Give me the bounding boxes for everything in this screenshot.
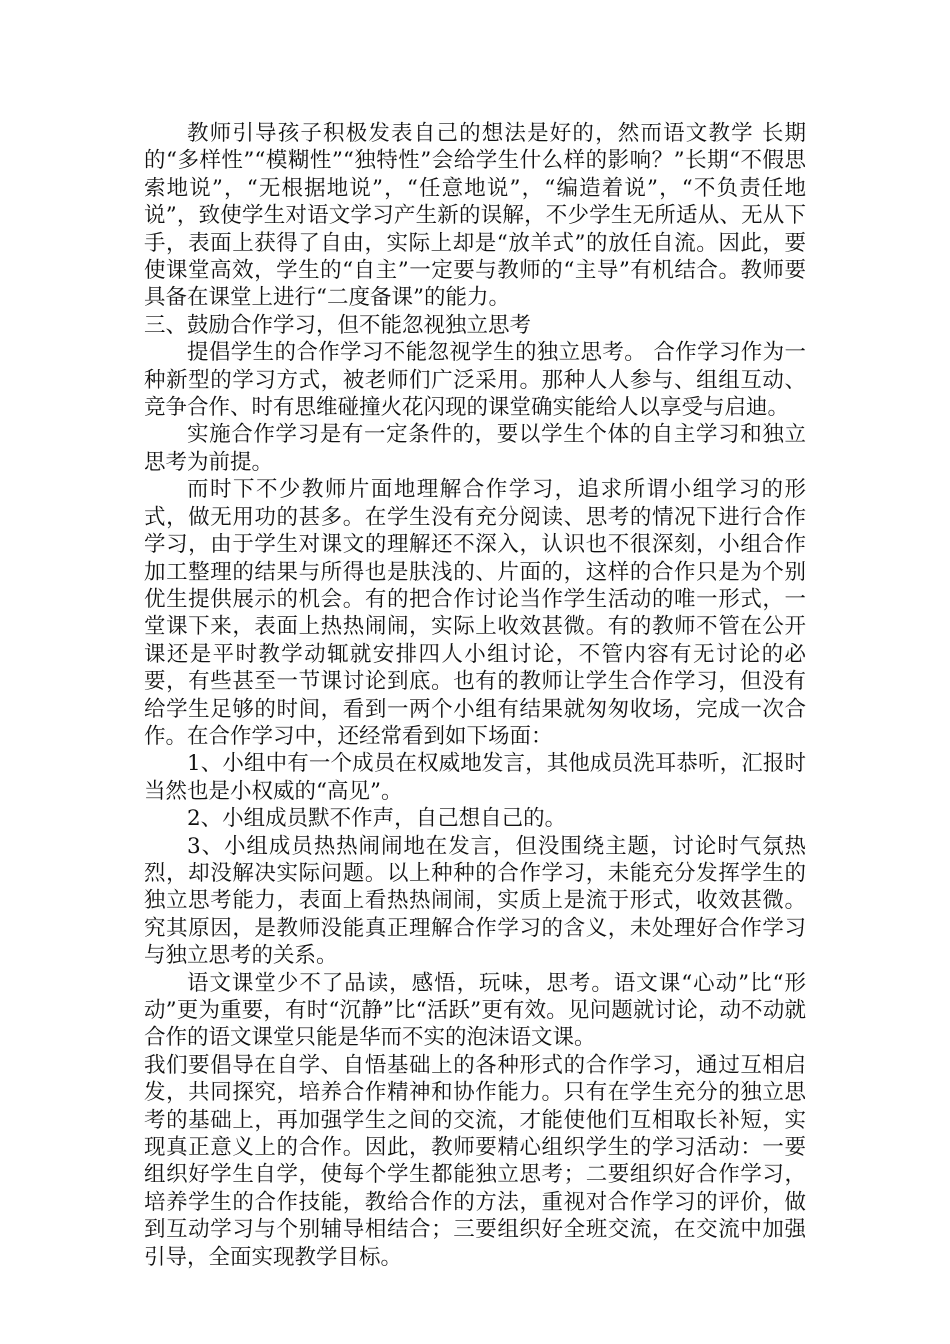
list-item-1: 1、小组中有一个成员在权威地发言，其他成员洗耳恭听，汇报时当然也是小权威的“高见”。 [144, 751, 806, 804]
list-item-3: 3、小组成员热热闹闹地在发言，但没围绕主题，讨论时气氛热烈，却没解决实际问题。以上种种的合作学习，未能充分发挥学生的独立思考能力，表面上看热热闹闹，实质上是流于形式，收效甚微。究其原因，是教师没能真正理解合作学习的含义，未处理好合作学习与独立思考的关系。 [144, 833, 806, 969]
section-heading-cooperative-learning: 三、鼓励合作学习，但不能忽视独立思考 [144, 312, 532, 338]
paragraph-conclusion: 我们要倡导在自学、自悟基础上的各种形式的合作学习，通过互相启发，共同探究，培养合作精神和协作能力。只有在学生充分的独立思考的基础上，再加强学生之间的交流，才能使他们互相取长补短，实现真正意义上的合作。因此，教师要精心组织学生的学习活动：一要组织好学生自学，使每个学生都能独立思考；二要组织好合作学习，培养学生的合作技能，教给合作的方法，重视对合作学习的评价，做到互动学习与个别辅导相结合；三要组织好全班交流，在交流中加强引导，全面实现教学目标。 [144, 1052, 806, 1270]
document-page [144, 120, 806, 1271]
paragraph-advocate-cooperation: 提倡学生的合作学习不能忽视学生的独立思考。 合作学习作为一种新型的学习方式，被老师们广泛采用。那种人人参与、组组互动、竞争合作、时有思维碰撞火花闪现的课堂确实能给人以享受与启迪。 [144, 340, 806, 421]
paragraph-chinese-class: 语文课堂少不了品读，感悟，玩味，思考。语文课“心动”比“形动”更为重要，有时“沉静”比“活跃”更有效。见问题就讨论，动不动就合作的语文课堂只能是华而不实的泡沫语文课。 [144, 970, 806, 1051]
paragraph-preconditions: 实施合作学习是有一定条件的，要以学生个体的自主学习和独立思考为前提。 [144, 422, 806, 475]
list-item-2: 2、小组成员默不作声，自己想自己的。 [187, 806, 567, 832]
paragraph-misunderstanding: 而时下不少教师片面地理解合作学习，追求所谓小组学习的形式，做无用功的甚多。在学生没有充分阅读、思考的情况下进行合作学习，由于学生对课文的理解还不深入，认识也不很深刻，小组合作加工整理的结果与所得也是肤浅的、片面的，这样的合作只是为个别优生提供展示的机会。有的把合作讨论当作学生活动的唯一形式，一堂课下来，表面上热热闹闹，实际上收效甚微。有的教师不管在公开课还是平时教学动辄就安排四人小组讨论，不管内容有无讨论的必要，有些甚至一节课讨论到底。也有的教师让学生合作学习，但没有给学生足够的时间，看到一两个小组有结果就匆匆收场，完成一次合作。在合作学习中，还经常看到如下场面： [144, 477, 806, 749]
paragraph-teacher-guidance: 教师引导孩子积极发表自己的想法是好的，然而语文教学 长期的“多样性”“模糊性”“独特性”会给学生什么样的影响？”长期“不假思索地说”，“无根据地说”，“任意地说”，“编造着说”，“不负责任地说”，致使学生对语文学习产生新的误解，不少学生无所适从、无从下手，表面上获得了自由，实际上却是“放羊式”的放任自流。因此，要使课堂高效，学生的“自主”一定要与教师的“主导”有机结合。教师要具备在课堂上进行“二度备课”的能力。 [144, 121, 807, 311]
